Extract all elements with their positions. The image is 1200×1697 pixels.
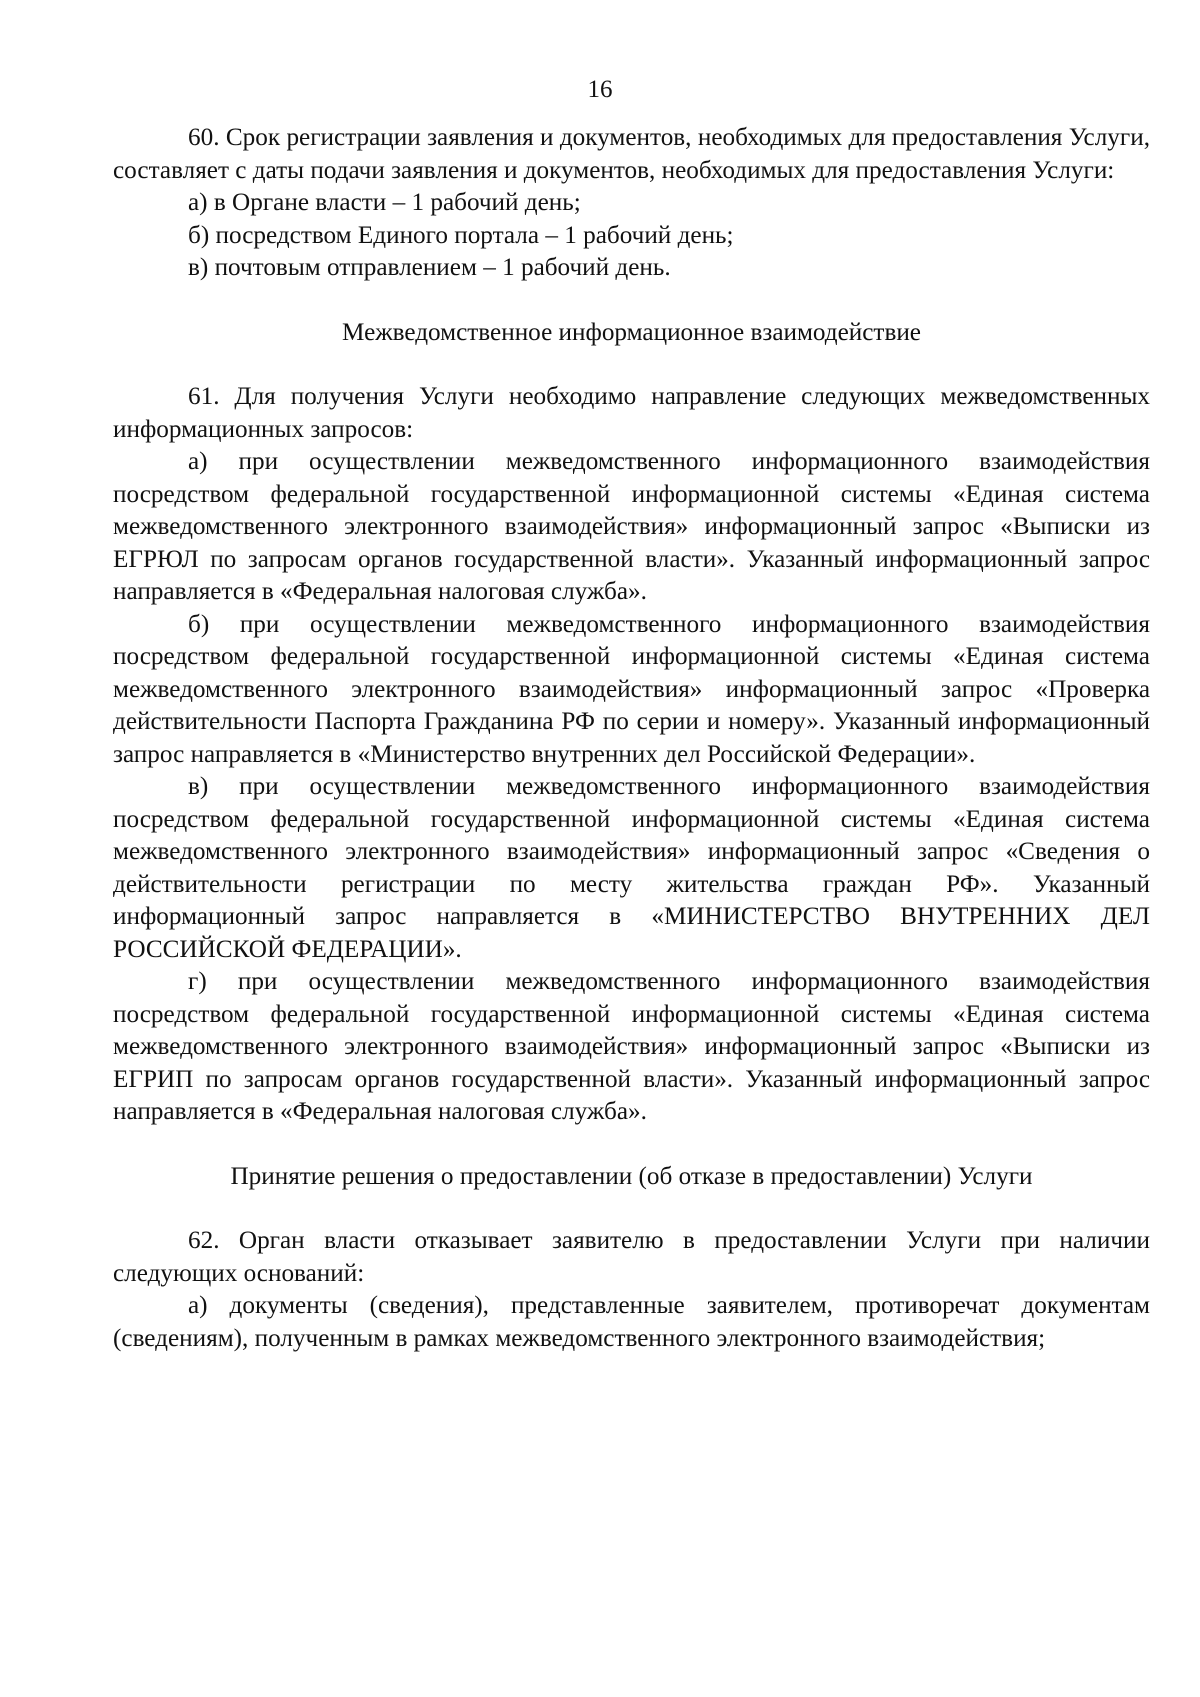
paragraph-60-item-c: в) почтовым отправлением – 1 рабочий день. [188, 254, 671, 281]
paragraph-60: 60. Срок регистрации заявления и документов, необходимых для предоставления Услуги, составляет с даты подачи заявления и документов, необходимых для предоставления Услуги: [113, 124, 1150, 184]
paragraph-61-item-d: г) при осуществлении межведомственного информационного взаимодействия посредством федеральной государственной информационной системы «Единая система межведомственного электронного взаимодействия» информационный запрос «Выписки из ЕГРИП по запросам органов государственной власти». Указанный информационный запрос направляется в «Федеральная налоговая служба». [113, 968, 1150, 1125]
paragraph-61-item-a: а) при осуществлении межведомственного информационного взаимодействия посредством федеральной государственной информационной системы «Единая система межведомственного электронного взаимодействия» информационный запрос «Выписки из ЕГРЮЛ по запросам органов государственной власти». Указанный информационный запрос направляется в «Федеральная налоговая служба». [113, 448, 1150, 605]
paragraph-62: 62. Орган власти отказывает заявителю в предоставлении Услуги при наличии следующих оснований: [113, 1227, 1150, 1287]
section-heading-interagency: Межведомственное информационное взаимодействие [342, 318, 921, 346]
paragraph-60-item-a: а) в Органе власти – 1 рабочий день; [188, 189, 581, 216]
document-body [113, 122, 1150, 1355]
paragraph-62-item-a: а) документы (сведения), представленные заявителем, противоречат документам (сведениям), полученным в рамках межведомственного электронного взаимодействия; [113, 1292, 1150, 1352]
paragraph-61-item-b: б) при осуществлении межведомственного информационного взаимодействия посредством федеральной государственной информационной системы «Единая система межведомственного электронного взаимодействия» информационный запрос «Проверка действительности Паспорта Гражданина РФ по серии и номеру». Указанный информационный запрос направляется в «Министерство внутренних дел Российской Федерации». [113, 610, 1150, 768]
paragraph-60-item-b: б) посредством Единого портала – 1 рабочий день; [188, 221, 734, 249]
page-number: 16 [587, 76, 613, 103]
paragraph-61: 61. Для получения Услуги необходимо направление следующих межведомственных информационных запросов: [113, 383, 1150, 443]
paragraph-61-item-c: в) при осуществлении межведомственного информационного взаимодействия посредством федеральной государственной информационной системы «Единая система межведомственного электронного взаимодействия» информационный запрос «Сведения о действительности регистрации по месту жительства граждан РФ». Указанный информационный запрос направляется в «МИНИСТЕРСТВО ВНУТРЕННИХ ДЕЛ РОССИЙСКОЙ ФЕДЕРАЦИИ». [113, 773, 1150, 963]
section-heading-decision: Принятие решения о предоставлении (об отказе в предоставлении) Услуги [230, 1162, 1033, 1190]
